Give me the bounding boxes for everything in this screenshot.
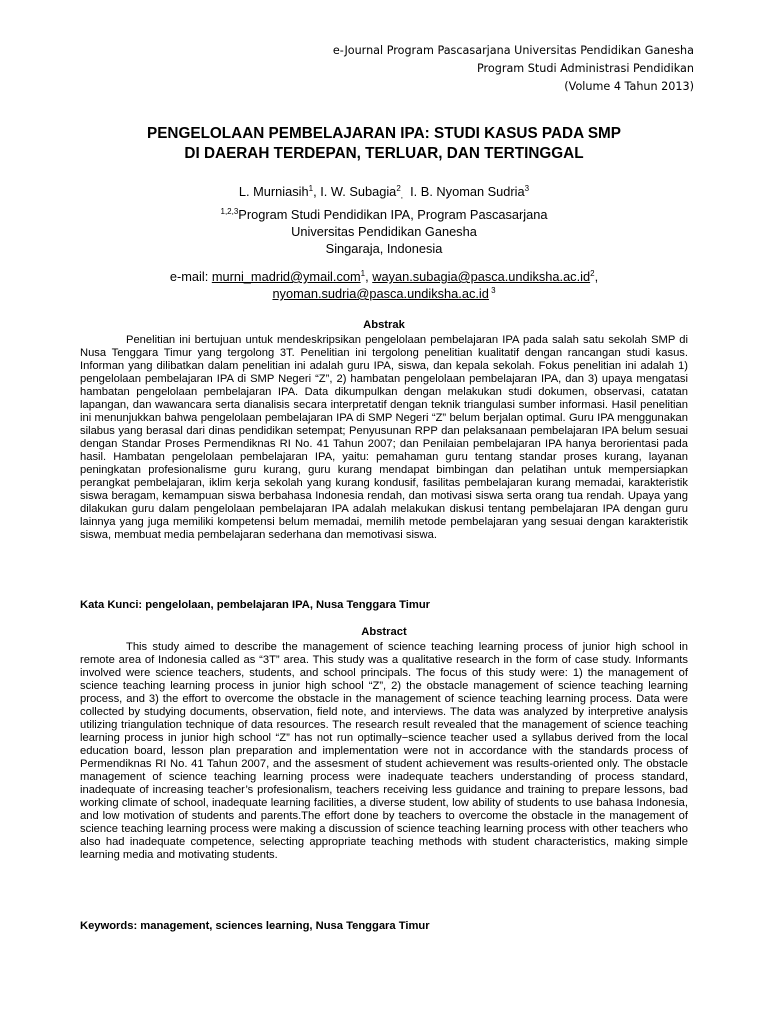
email-2-sup: 2 [590, 269, 595, 278]
email-link-2[interactable]: wayan.subagia@pasca.undiksha.ac.id [372, 269, 591, 284]
affiliation-line-1-wrap [80, 206, 688, 223]
title-line-1: PENGELOLAAN PEMBELAJARAN IPA: STUDI KASUS PADA SMP [147, 125, 621, 142]
affiliation-line-2: Universitas Pendidikan Ganesha [291, 224, 477, 239]
email-3-sup: 3 [488, 286, 496, 295]
affiliation-sup: 1,2,3 [220, 207, 239, 216]
paper-title [80, 124, 688, 164]
title-line-2: DI DAERAH TERDEPAN, TERLUAR, DAN TERTINGGAL [184, 145, 584, 162]
email-link-3[interactable]: nyoman.sudria@pasca.undiksha.ac.id [272, 286, 489, 301]
email-line-1: e-mail: murni_madrid@ymail.com$^1$, $wayan.subagia@pasca.undiksha.ac.id^2$, [169, 269, 599, 284]
volume-info: (Volume 4 Tahun 2013) [564, 80, 694, 93]
author-separator-1: , [313, 184, 321, 199]
kata-kunci: Kata Kunci: pengelolaan, pembelajaran IPA, Nusa Tenggara Timur [80, 599, 431, 611]
keywords: Keywords: management, sciences learning, Nusa Tenggara Timur [80, 920, 430, 932]
affiliation-line-3: Singaraja, Indonesia [325, 241, 443, 256]
email-line-2 [80, 285, 688, 302]
author-block [80, 183, 688, 257]
journal-name: e-Journal Program Pascasarjana Universitas Pendidikan Ganesha [332, 44, 694, 57]
author-separator-2: , [400, 191, 403, 200]
author-3: I. B. Nyoman Sudria [410, 184, 525, 199]
email-link-1[interactable]: murni_madrid@ymail.com [211, 269, 361, 284]
author-3-sup: 3 [524, 184, 530, 193]
author-1: L. Murniasih [238, 184, 309, 199]
abstrak-heading: Abstrak [363, 319, 405, 331]
abstract-heading: Abstract [361, 626, 407, 638]
abstract-text: This study aimed to describe the management of science teaching learning process of junior high school in remote area of Indonesia called as “3T” area. This study was a qualitative research in the form of case study. Informants involved were science teachers, students, and school principals. The focus of this study were: 1) the management of science teaching learning process in junior high school “Z”, 2) the obstacle management of science teaching learning process, and 3) the effort to overcome the obstacle in the management of science teaching learning process. Data were collected by studying documents, observation, field note, and interviews. The data was analyzed by interpretive analysis utilizing triangulation technique of data resources. The research result revealed that the management of science teaching learning process in junior high school “Z” has not run optimally−science teacher used a syllabus derived from the local education board, lesson plan preparation and implementation were not in accordance with the standards process of Permendiknas RI No. 41 Tahun 2007, and the assesment of student achievement was results-oriented only. The obstacle management of science teaching learning process were inadequate teachers understanding of process standard, inadequate of increasing teacher’s profesionalism, teachers receiving less guidance and training to prepare lessons, bad working climate of school, inadequate learning facilities, a diverse student, low ability of students to use bahasa Indonesia, and low motivation of students and parents.The effort done by teachers to overcome the obstacle in the management of science teaching learning process were making a discussion of science teaching learning process with other teachers who also had inadequate competence, selecting appropriate teaching methods with student characteristics, making simple learning media and motivating students. [80, 641, 688, 861]
affiliation-line-1: Program Studi Pendidikan IPA, Program Pascasarjana [238, 207, 548, 222]
email-1-sup: 1 [360, 269, 366, 278]
email-block [80, 268, 688, 302]
email-label: e-mail: [169, 269, 212, 284]
author-2-sup: 2 [396, 184, 401, 193]
author-list [80, 183, 688, 204]
study-program: Program Studi Administrasi Pendidikan [477, 62, 694, 75]
author-2: I. W. Subagia [320, 184, 397, 199]
abstrak-text: Penelitian ini bertujuan untuk mendeskripsikan pengelolaan pembelajaran IPA pada salah satu sekolah SMP di Nusa Tenggara Timur yang tergolong 3T. Penelitian ini tergolong penelitian kualitatif dengan rancangan studi kasus. Informan yang dilibatkan dalam penelitian ini adalah guru IPA, siswa, dan kepala sekolah. Fokus penelitian ini adalah 1) pengelolaan pembelajaran IPA di SMP Negeri “Z”, 2) hambatan pengelolaan pembelajaran IPA, dan 3) upaya mengatasi hambatan pengelolaan pembelajaran IPA. Data dikumpulkan dengan melakukan studi dokumen, observasi, catatan lapangan, dan wawancara serta dianalisis secara interpretatif dengan teknik triangulasi sumber informasi. Hasil penelitian ini menunjukkan bahwa pengelolaan pembelajaran IPA di SMP Negeri “Z” belum berjalan optimal. Guru IPA menggunakan silabus yang berasal dari dinas pendidikan setempat; Penyusunan RPP dan pelaksanaan pembelajaran IPA belum sesuai dengan Standar Proses Permendiknas RI No. 41 Tahun 2007; dan Penilaian pembelajaran IPA hanya berorientasi pada hasil. Hambatan pengelolaan pembelajaran IPA, yaitu: pemahaman guru tentang standar proses kurang, layanan peningkatan profesionalisme guru kurang, guru kurang mendapat bimbingan dan pelatihan untuk mempersiapkan perangkat pembelajaran, iklim kerja sekolah yang kurang kondusif, fasilitas pembelajaran kurang memadai, karakteristik siswa beragam, kemampuan siswa berbahasa Indonesia rendah, dan motivasi siswa serta orang tua rendah. Upaya yang dilakukan guru dalam pengelolaan pembelajaran IPA adalah melakukan diskusi tentang pembelajaran IPA dengan guru lainnya yang juga memiliki kompetensi belum memadai, memilih metode pembelajaran yang sesuai dengan karakteristik siswa, membuat media pembelajaran sederhana dan memotivasi siswa. [80, 334, 688, 541]
author-1-sup: 1 [308, 184, 314, 193]
journal-header [333, 42, 694, 96]
